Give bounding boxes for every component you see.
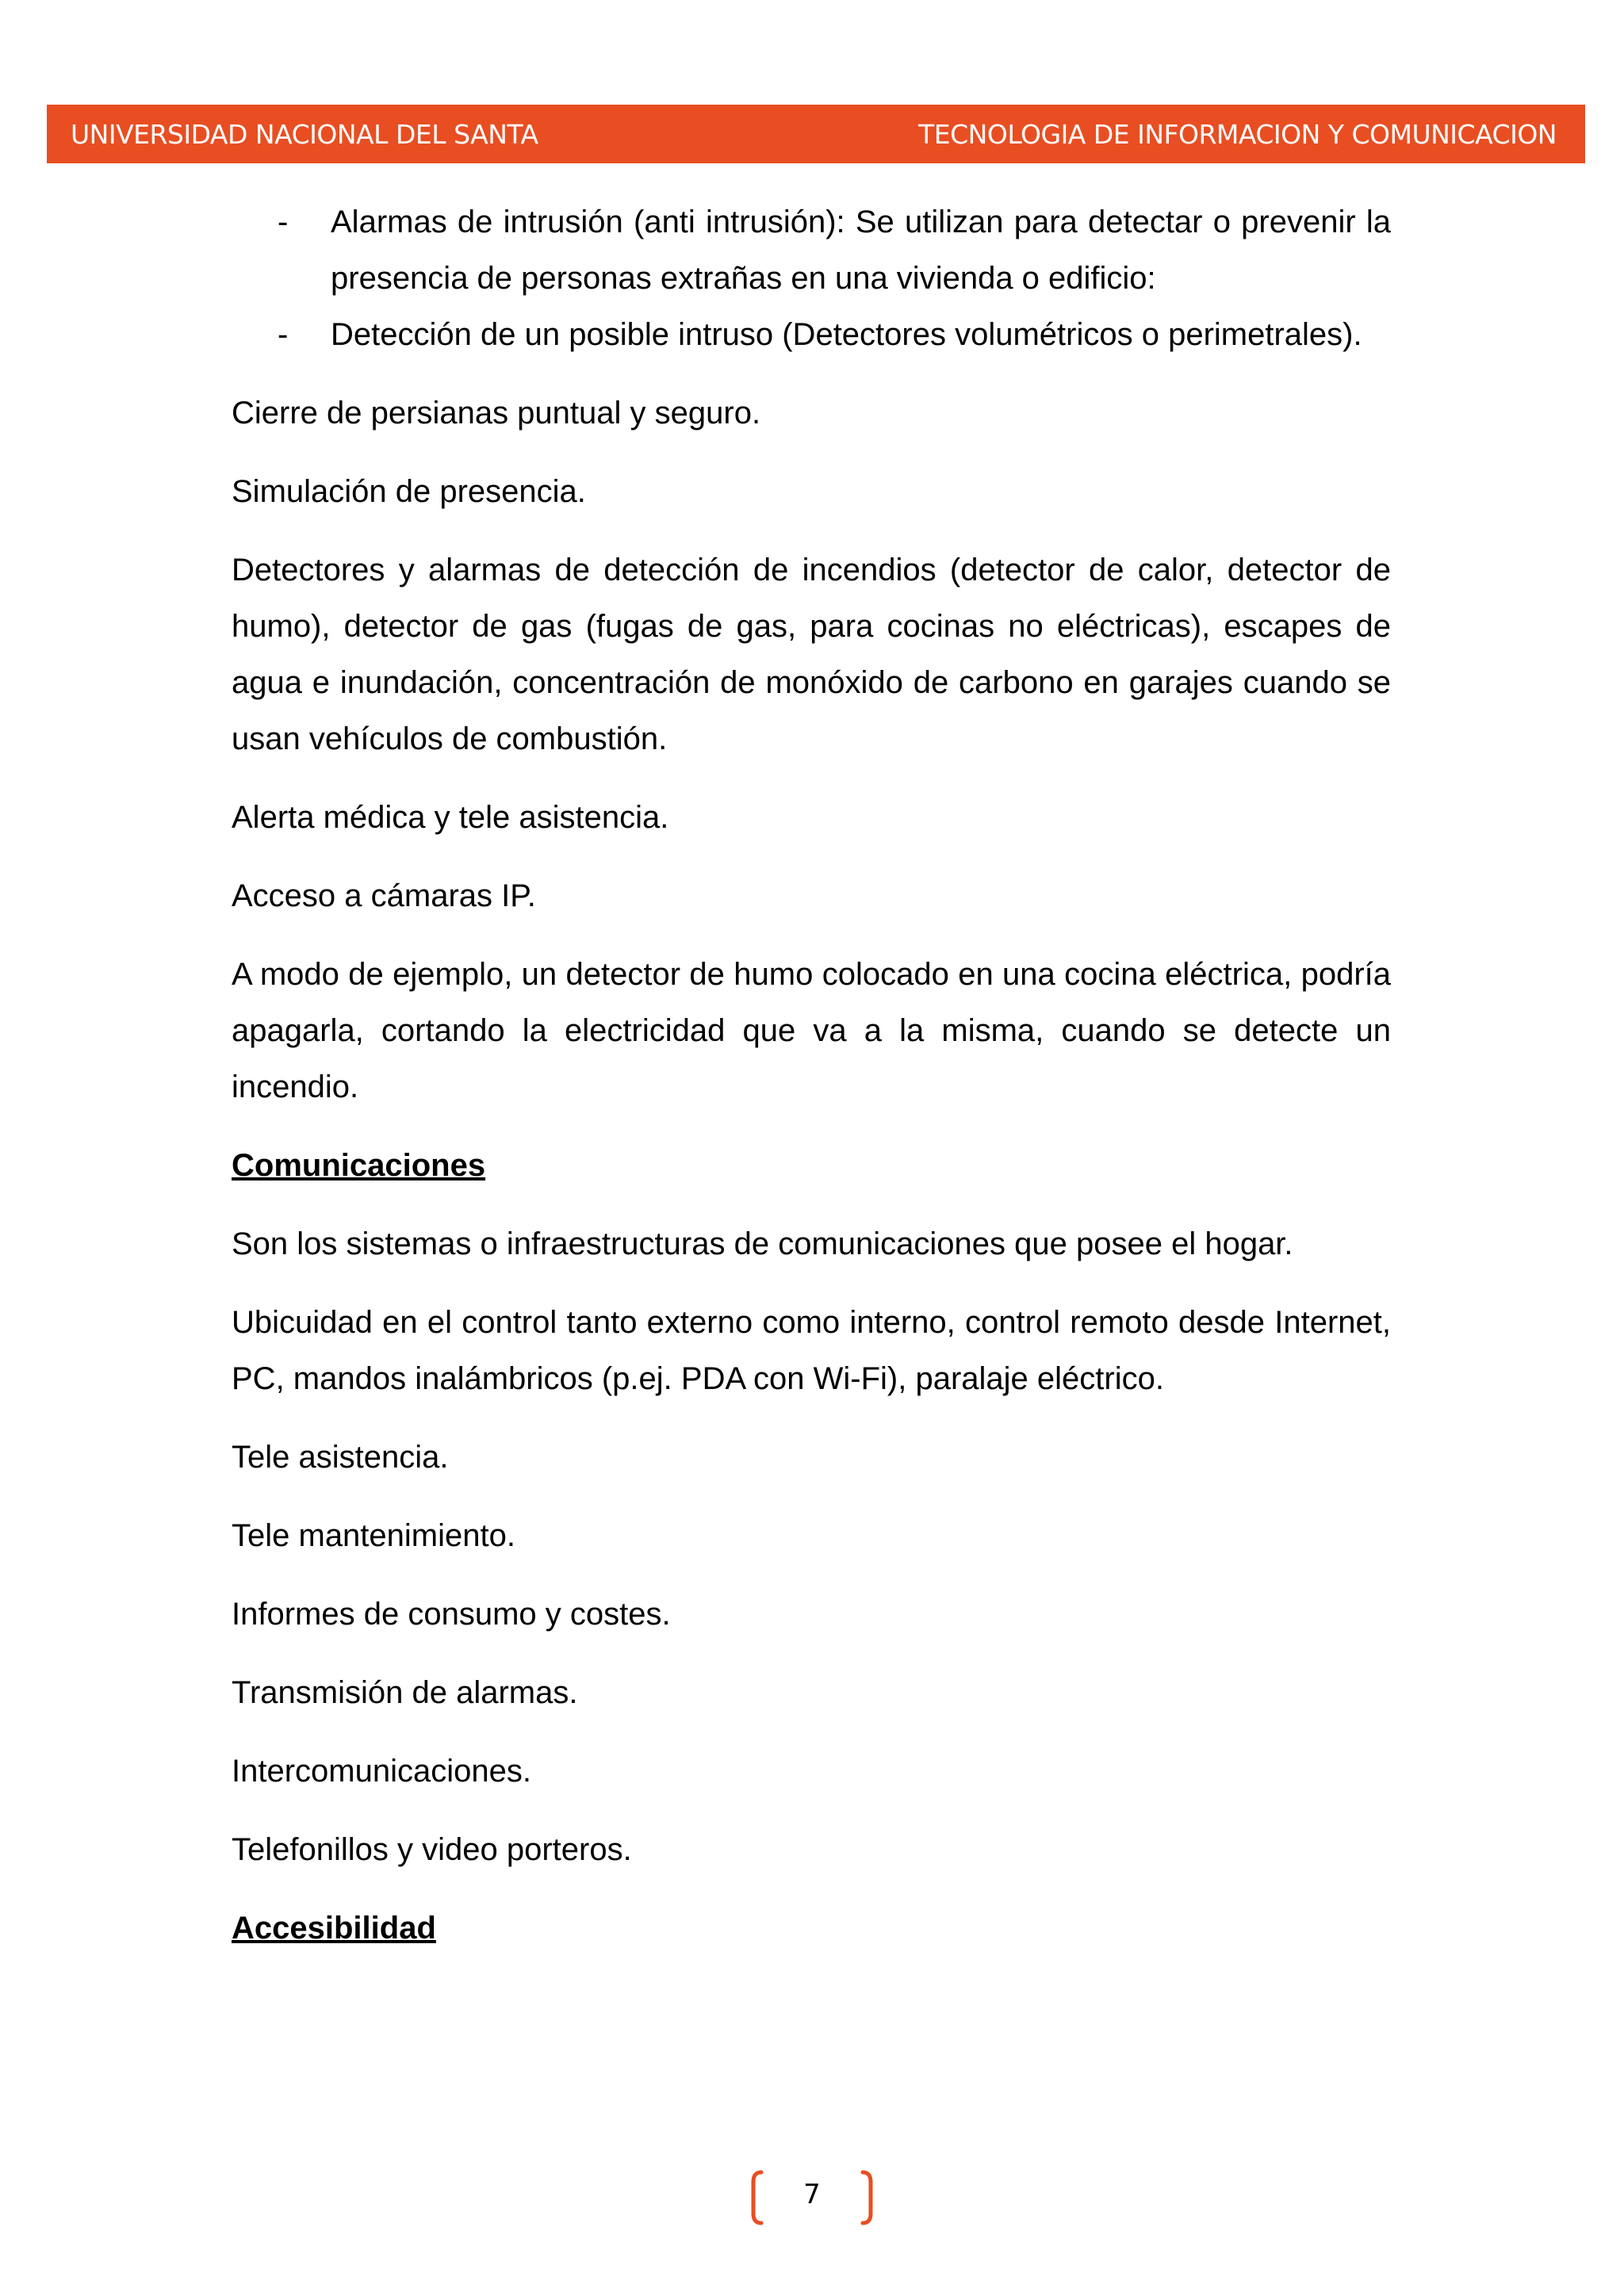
paragraph: Transmisión de alarmas.	[232, 1675, 578, 1710]
header-course: TECNOLOGIA DE INFORMACION Y COMUNICACION	[918, 118, 1557, 150]
bullet-item	[232, 194, 1391, 307]
paragraph: Tele asistencia.	[232, 1440, 449, 1475]
page-header	[47, 105, 1585, 163]
bullet-list	[232, 194, 1391, 363]
paragraph: Alerta médica y tele asistencia.	[232, 800, 669, 835]
page-content	[232, 194, 1391, 1979]
section-heading-accesibilidad: Accesibilidad	[232, 1911, 436, 1946]
paragraph: Simulación de presencia.	[232, 474, 586, 509]
bullet-text: Alarmas de intrusión (anti intrusión): Se utilizan para detectar o prevenir la presencia de personas extrañas en una vivienda o edificio:	[331, 205, 1391, 296]
paragraph: Informes de consumo y costes.	[232, 1597, 671, 1632]
bullet-item	[232, 307, 1391, 363]
header-institution: UNIVERSIDAD NACIONAL DEL SANTA	[71, 118, 538, 150]
paragraph: Telefonillos y video porteros.	[232, 1832, 632, 1867]
paragraph: Ubicuidad en el control tanto externo como interno, control remoto desde Internet, PC, mandos inalámbricos (p.ej. PDA con Wi-Fi), paralaje eléctrico.	[232, 1305, 1391, 1396]
paragraph: Tele mantenimiento.	[232, 1518, 515, 1553]
page-number	[750, 2166, 874, 2229]
page-number-value: 7	[803, 2179, 821, 2210]
paragraph: Son los sistemas o infraestructuras de comunicaciones que posee el hogar.	[232, 1226, 1293, 1261]
bullet-dash: -	[278, 317, 289, 352]
paragraph: A modo de ejemplo, un detector de humo colocado en una cocina eléctrica, podría apagarla, cortando la electricidad que va a la misma, cuando se detecte un incendio.	[232, 957, 1391, 1104]
paragraph: Acceso a cámaras IP.	[232, 878, 536, 913]
paragraph: Detectores y alarmas de detección de incendios (detector de calor, detector de humo), detector de gas (fugas de gas, para cocinas no eléctricas), escapes de agua e inundación, concentración de monóxido de carbono en garajes cuando se usan vehículos de combustión.	[232, 553, 1391, 756]
bullet-text: Detección de un posible intruso (Detectores volumétricos o perimetrales).	[331, 317, 1362, 352]
paragraph: Cierre de persianas puntual y seguro.	[232, 396, 761, 430]
paragraph: Intercomunicaciones.	[232, 1754, 531, 1789]
bullet-dash: -	[278, 205, 289, 239]
section-heading-comunicaciones: Comunicaciones	[232, 1148, 486, 1183]
